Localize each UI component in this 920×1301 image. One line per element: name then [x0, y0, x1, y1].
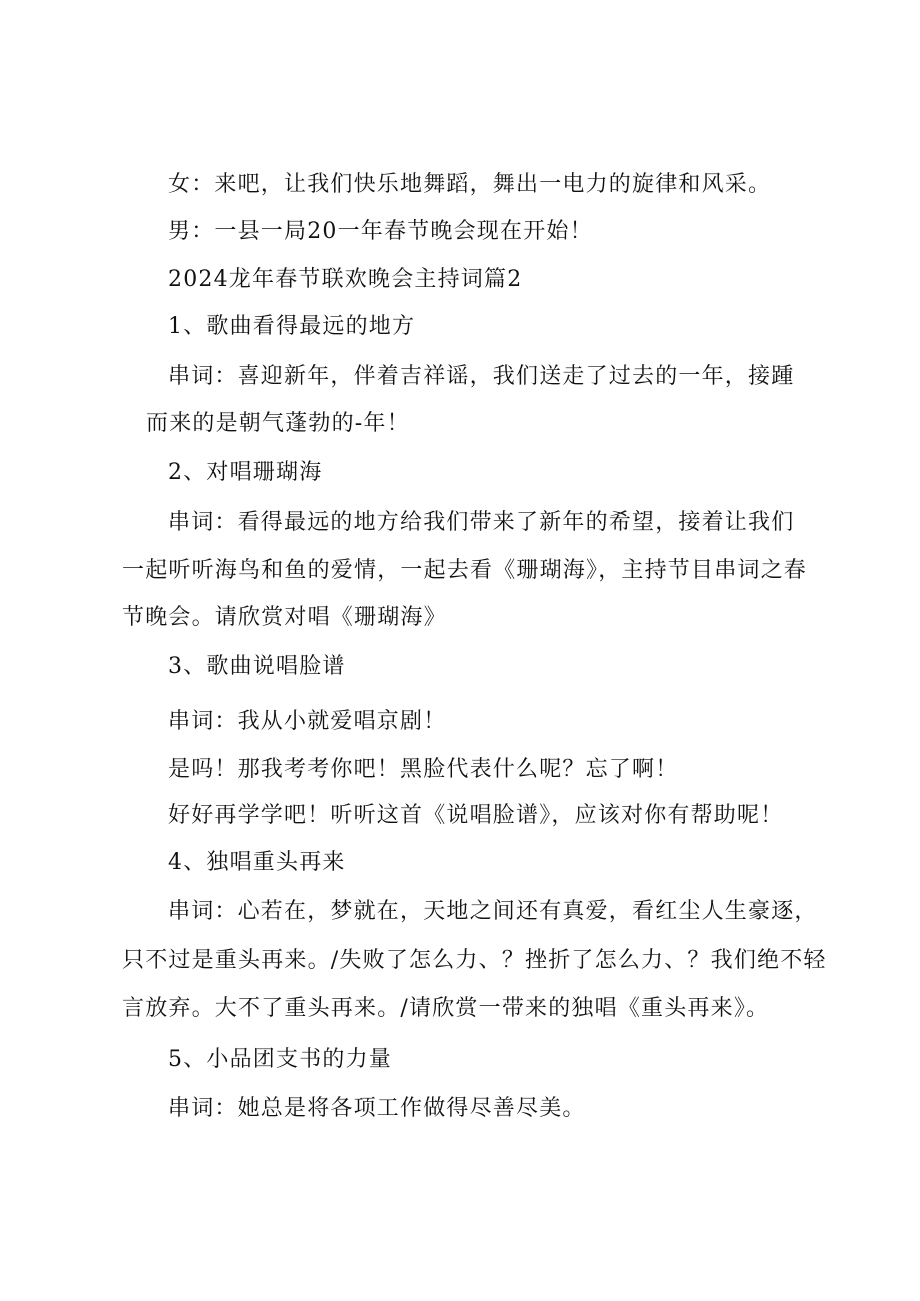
- paragraph-line: 是吗！那我考考你吧！黑脸代表什么呢？忘了啊！: [168, 757, 679, 782]
- paragraph-line: 串词：她总是将各项工作做得尽善尽美。: [168, 1096, 586, 1121]
- program-item-title: 3、歌曲说唱脸谱: [168, 654, 346, 679]
- dialogue-line-male: 男：一县一局20一年春节晚会现在开始！: [168, 219, 593, 244]
- dialogue-line-female: 女：来吧，让我们快乐地舞蹈，舞出一电力的旋律和风采。: [168, 172, 772, 197]
- program-item-title: 4、独唱重头再来: [168, 850, 346, 875]
- paragraph-line: 言放弃。大不了重头再来。/请欣赏一带来的独唱《重头再来》。: [122, 996, 770, 1021]
- paragraph-line: 好好再学学吧！听听这首《说唱脸谱》，应该对你有帮助呢！: [168, 803, 784, 828]
- paragraph-line: 串词：喜迎新年，伴着吉祥谣，我们送走了过去的一年，接踵: [168, 364, 795, 389]
- program-item-title: 5、小品团支书的力量: [168, 1047, 392, 1072]
- section-heading: 2024龙年春节联欢晚会主持词篇2: [168, 267, 523, 292]
- program-item-title: 1、歌曲看得最远的地方: [168, 314, 416, 339]
- paragraph-line: 串词：看得最远的地方给我们带来了新年的希望，接着让我们: [168, 510, 795, 535]
- paragraph-line: 一起听听海鸟和鱼的爱情，一起去看《珊瑚海》，主持节目串词之春: [122, 558, 808, 583]
- program-item-title: 2、对唱珊瑚海: [168, 460, 323, 485]
- paragraph-line: 只不过是重头再来。/失败了怎么力、？挫折了怎么力、？我们绝不轻: [122, 948, 827, 973]
- paragraph-line: 节晚会。请欣赏对唱《珊瑚海》: [122, 605, 447, 630]
- paragraph-line: 而来的是朝气蓬勃的-年！: [146, 411, 410, 436]
- paragraph-line: 串词：心若在，梦就在，天地之间还有真爱，看红尘人生豪逐，: [168, 899, 818, 924]
- paragraph-line: 串词：我从小就爱唱京剧！: [168, 709, 447, 734]
